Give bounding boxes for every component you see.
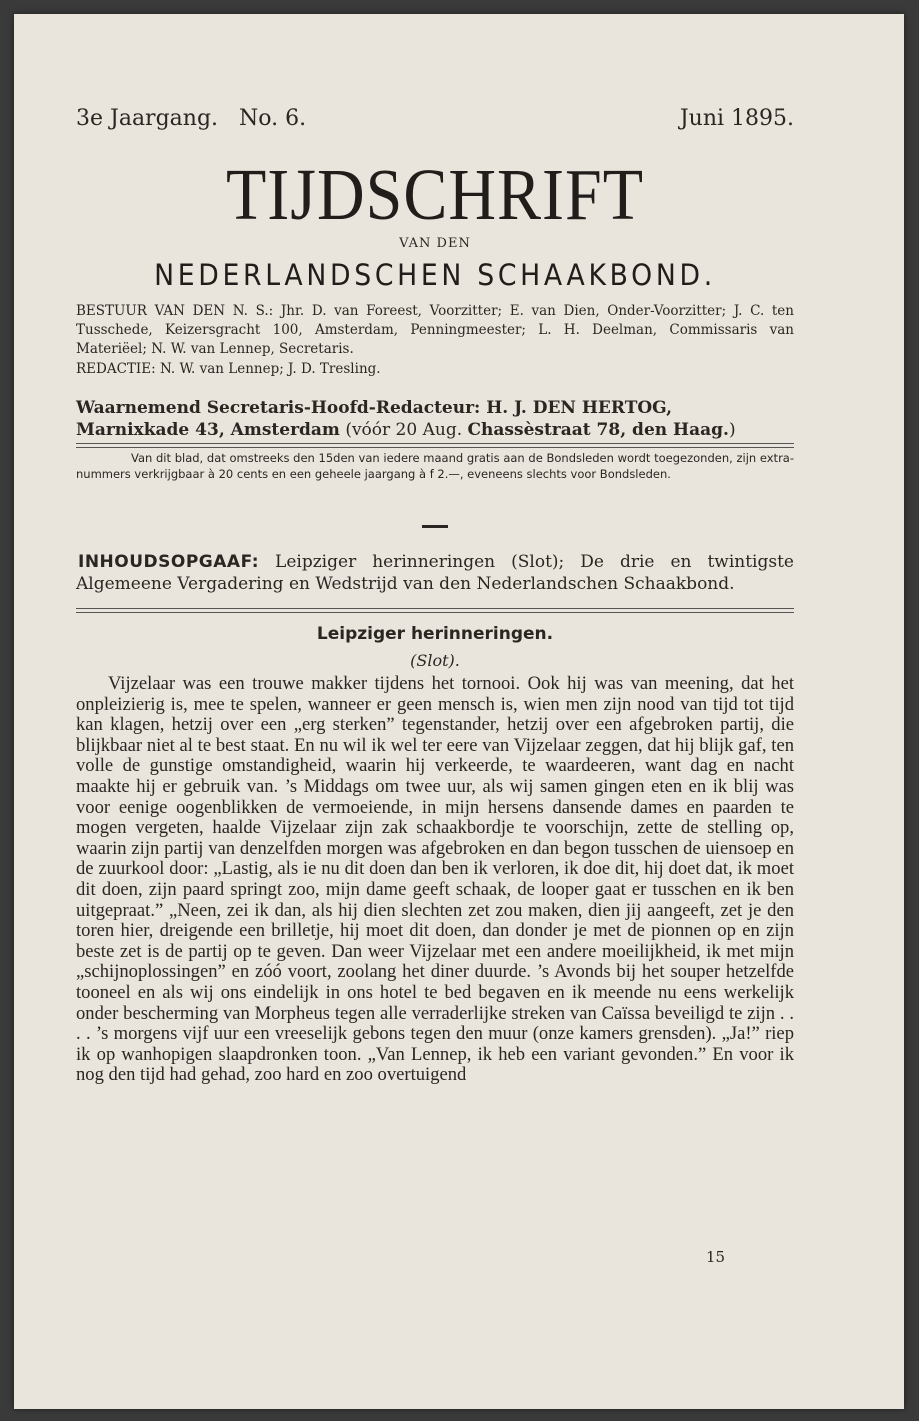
contents-paragraph bbox=[76, 551, 794, 595]
page-number: 15 bbox=[706, 1248, 726, 1266]
journal-title-connector: VAN DEN bbox=[399, 236, 471, 251]
volume: 3e Jaargang. bbox=[76, 106, 219, 131]
contents-text: Leipziger herinneringen (Slot); De drie en twintigste Algemeene Vergadering en Wedstrijd van den Nederlandschen Schaakbond. bbox=[76, 552, 794, 594]
article-title: Leipziger herinneringen. bbox=[316, 624, 554, 644]
document-page bbox=[14, 14, 904, 1409]
divider-rule-2 bbox=[76, 608, 794, 613]
journal-subtitle: NEDERLANDSCHEN SCHAAKBOND. bbox=[154, 258, 716, 292]
board-members bbox=[76, 302, 794, 359]
address-secondary: Chassèstraat 78, den Haag. bbox=[467, 420, 729, 440]
article-slot: (Slot). bbox=[410, 651, 460, 670]
section-dash bbox=[422, 525, 448, 528]
table-of-contents bbox=[76, 551, 794, 595]
address-primary: Marnixkade 43, Amsterdam bbox=[76, 420, 340, 440]
contents-label: INHOUDSOPGAAF: bbox=[78, 552, 260, 572]
acting-editor-line2 bbox=[76, 419, 794, 441]
acting-editor-line1: Waarnemend Secretaris-Hoofd-Redacteur: H. J. DEN HERTOG, bbox=[76, 398, 672, 418]
address-close: ) bbox=[728, 420, 736, 440]
editorial-text: REDACTIE: N. W. van Lennep; J. D. Tresling. bbox=[76, 361, 381, 377]
journal-title: TIJDSCHRIFT bbox=[225, 155, 645, 236]
article-subtitle bbox=[76, 651, 794, 670]
issue-date: Juni 1895. bbox=[679, 106, 794, 131]
issue-number: No. 6. bbox=[239, 106, 307, 131]
acting-editor bbox=[76, 397, 794, 441]
notice-text: Van dit blad, dat omstreeks den 15den van iedere maand gratis aan de Bondsleden wordt toegezonden, zijn extra-nummers verkrijgbaar à 20 cents en een geheele jaargang à f 2.—, eveneens slechts voor Bondsleden. bbox=[76, 451, 794, 481]
article-body bbox=[76, 674, 794, 1086]
editorial-staff bbox=[76, 360, 794, 378]
volume-number bbox=[76, 106, 306, 131]
subscription-notice bbox=[76, 450, 794, 482]
divider-rule bbox=[76, 443, 794, 448]
article-paragraph: Vijzelaar was een trouwe makker tijdens het tornooi. Ook hij was van meening, dat het onpleizierig is, mee te spelen, wanneer er geen mensch is, wien men zijn nood van tijd tot tijd kan klagen, hetzij over een „erg sterken” tegenstander, hetzij over een afgebroken partij, die blijkbaar niet al te best staat. En nu wil ik wel ter eere van Vijzelaar zeggen, dat hij blijk gaf, ten volle de gunstige omstandigheid, waarin hij verkeerde, te waardeeren, want dag en nacht maakte hij er gebruik van. ’s Middags om twee uur, als wij samen gingen eten en ik blij was voor eenige oogenblikken de vermoeiende, in mijn hersens dansende dames en paarden te mogen vergeten, haalde Vijzelaar zijn zak schaakbordje te voorschijn, zette de stelling op, waarin zijn partij van denzelfden morgen was afgebroken en dan begon tusschen de uiensoep en de zuurkool door: „Lastig, als ie nu dit doen dan ben ik verloren, ik doe dit, hij doet dat, ik moet dit doen, zijn paard springt zoo, mijn dame geeft schaak, de looper gaat er tusschen en ik ben uitgepraat.” „Neen, zei ik dan, als hij dien slechten zet zou maken, dien jij aangeeft, zet je den toren hier, dreigende een brilletje, hij moet dit doen, dan donder je met de pionnen op en zijn beste zet is de partij op te geven. Dan weer Vijzelaar met een andere moeilijkheid, ik met mijn „schijnoplossingen” en zóó voort, zoolang het diner duurde. ’s Avonds bij het souper hetzelfde tooneel en als wij ons eindelijk in ons hotel te bed begaven en ik meende nu eens werkelijk onder bescherming van Morpheus tegen alle verraderlijke streken van Caïssa beveiligd te zijn . . . . ’s morgens vijf uur een vreeselijk gebons tegen den muur (onze kamers grensden). „Ja!” riep ik op wanhopigen slaapdronken toon. „Van Lennep, ik heb een variant gevonden.” En voor ik nog den tijd had gehad, zoo hard en zoo overtuigend bbox=[76, 673, 794, 1086]
board-text: BESTUUR VAN DEN N. S.: Jhr. D. van Foreest, Voorzitter; E. van Dien, Onder-Voorzitter; J. C. ten Tusschede, Keizersgracht 100, Amsterdam, Penningmeester; L. H. Deelman, Commissaris van Materiëel; N. W. van Lennep, Secretaris. bbox=[76, 303, 794, 357]
address-until: (vóór 20 Aug. bbox=[339, 420, 468, 440]
